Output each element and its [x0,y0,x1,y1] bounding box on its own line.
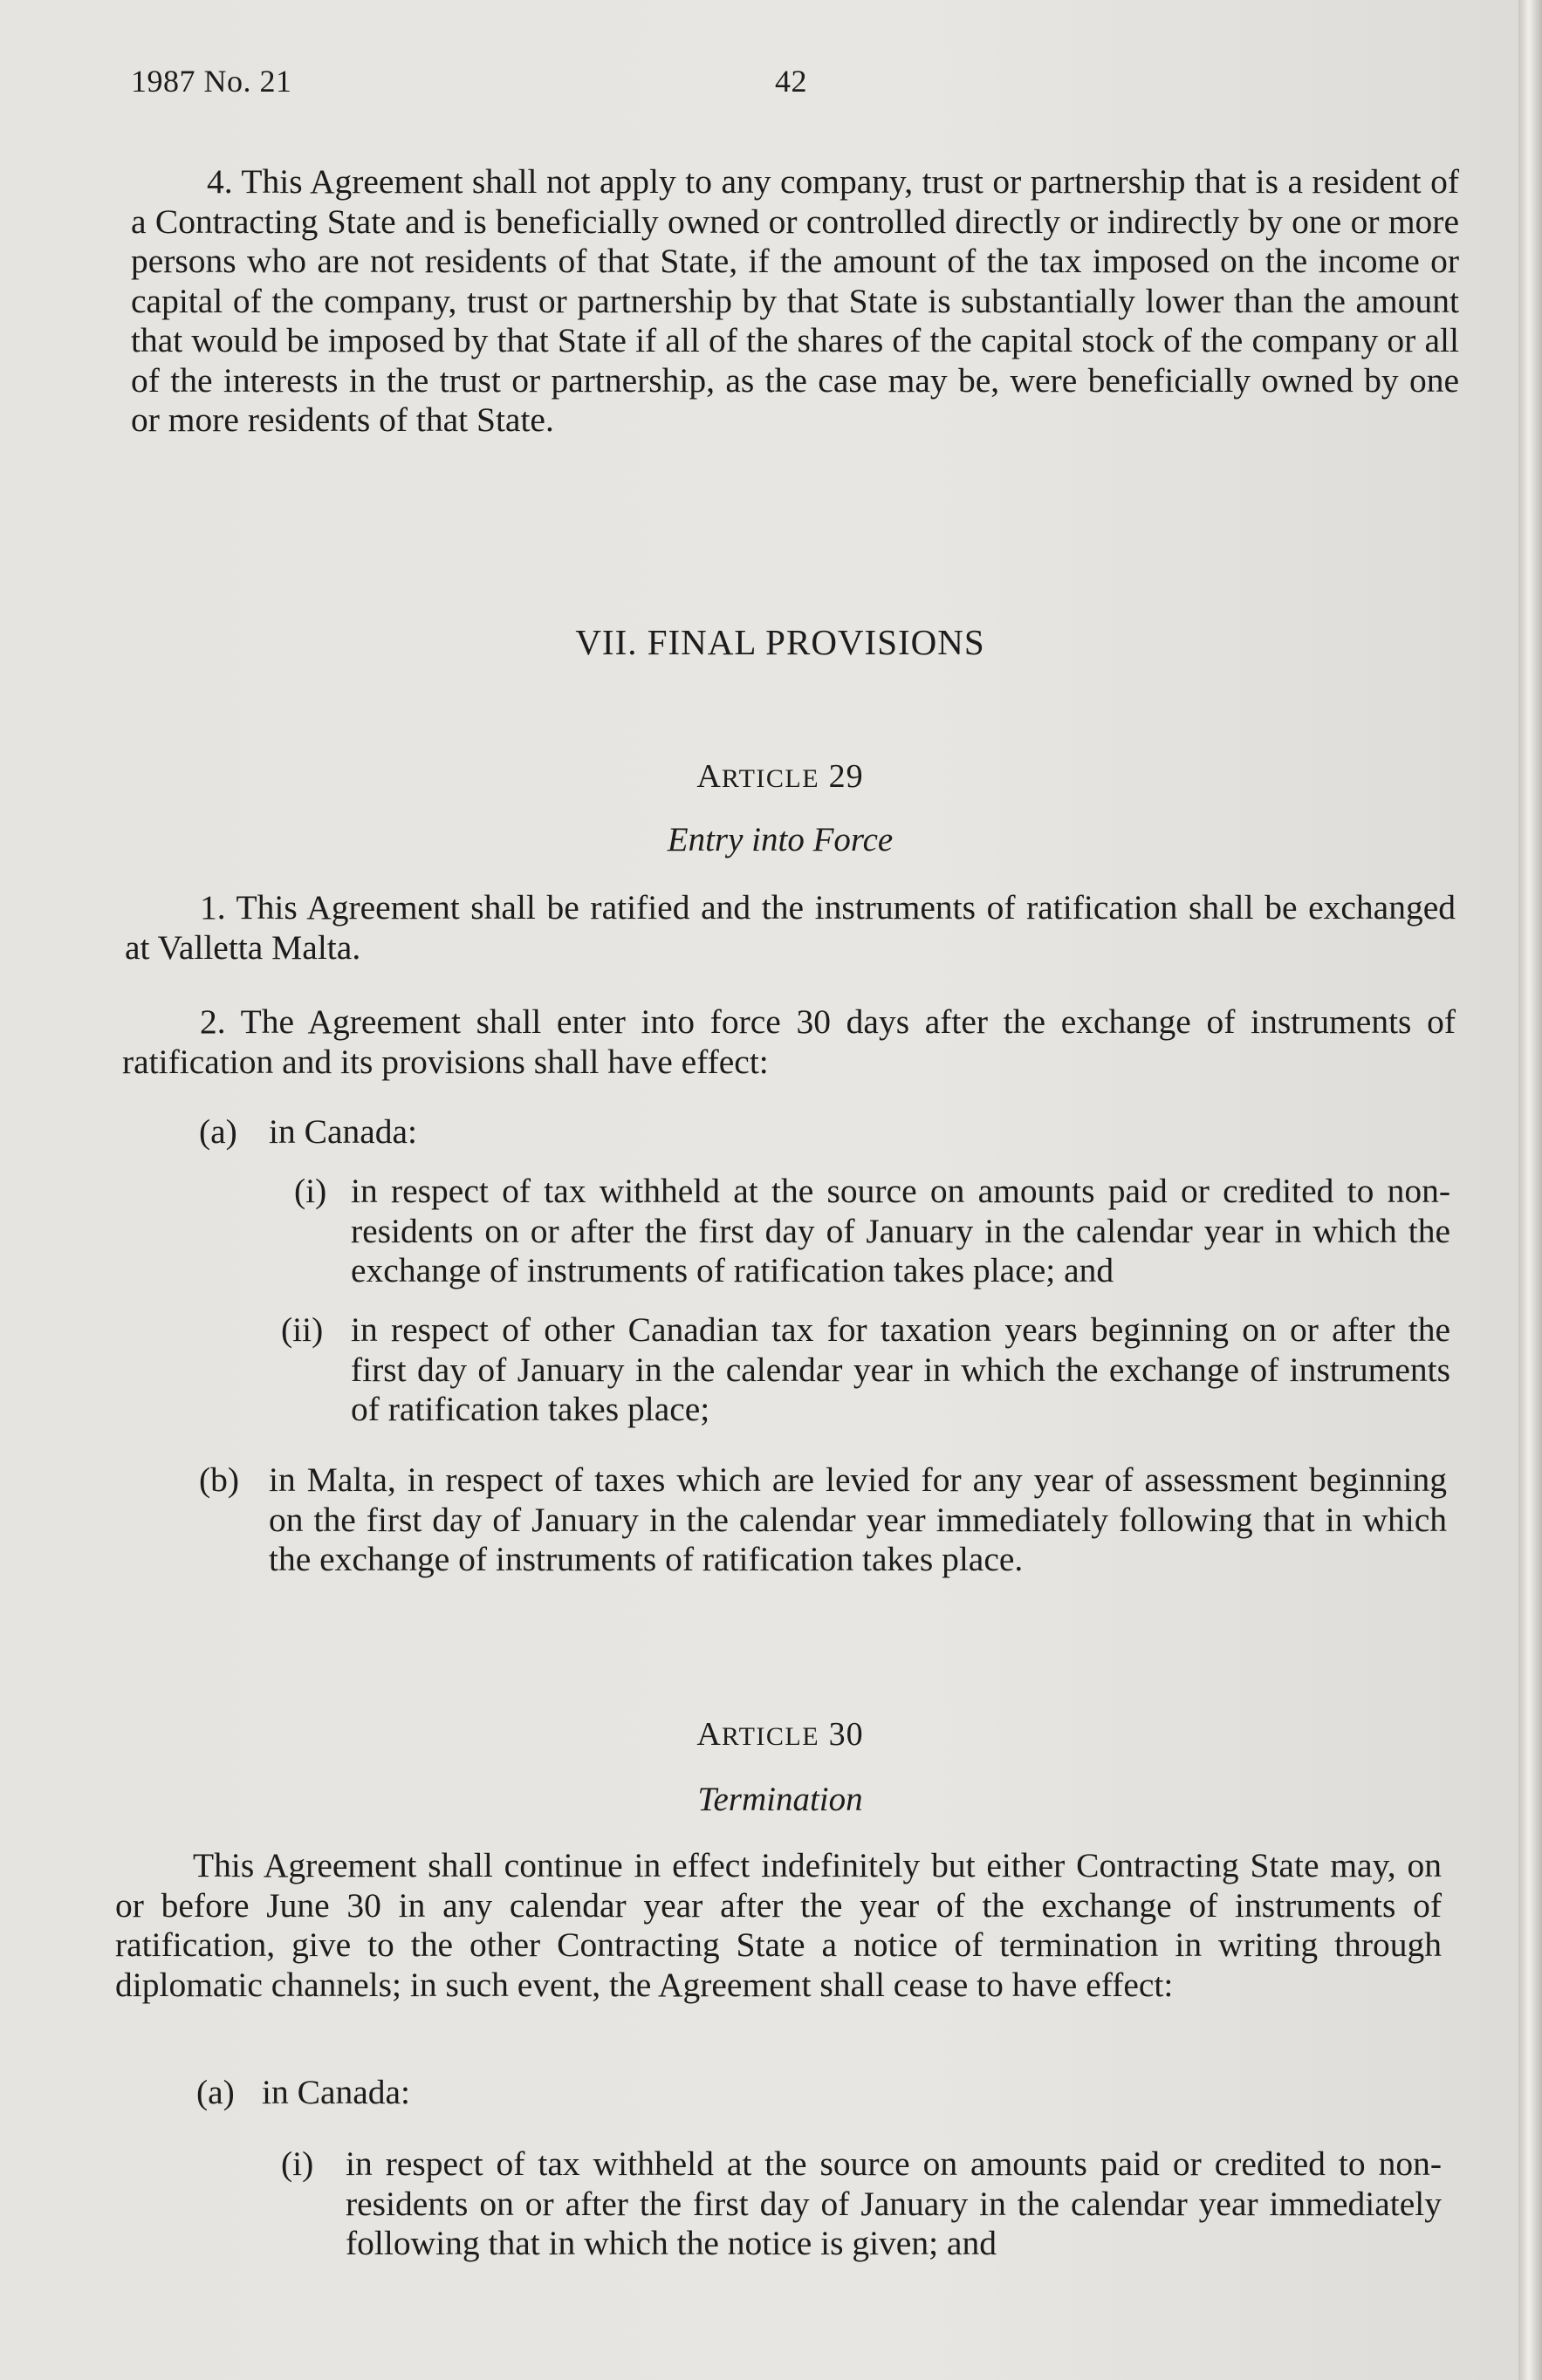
article-29-subtitle: Entry into Force [667,821,894,858]
article-30-subtitle: Termination [697,1781,863,1818]
item-label: (a) [199,1112,237,1151]
article-29-paragraph-1: 1. This Agreement shall be ratified and the instruments of ratification shall be exchanged at Valletta Malta. [125,888,1456,967]
section-title: VII. FINAL PROVISIONS [575,622,985,662]
paragraph-4: 4. This Agreement shall not apply to any company, trust or partnership that is a resident of a Contracting State and is beneficially owned or controlled directly or indirectly by one or more persons who are not residents of that State, if the amount of the tax imposed on the income or capital of the company, trust or partnership by that State is substantially lower than the amount that would be imposed by that State if all of the shares of the capital stock of the company or all of the interests in the trust or partnership, as the case may be, were beneficially owned by one or more residents of that State. [131,162,1459,439]
book-spine-edge [1518,0,1542,2380]
article-29-number: 29 [828,758,864,795]
item-label: (a) [196,2073,235,2111]
page-header-citation: 1987 No. 21 [131,64,292,99]
item-text: in Canada: [269,1112,418,1151]
article-30-paragraph-1: This Agreement shall continue in effect indefinitely but either Contracting State may, on or before June 30 in any calendar year after the year of the exchange of instruments of ratification, give to the other Contracting State a notice of termination in writing through diplomatic channels; in such event, the Agreement shall cease to have effect: [115,1846,1442,2004]
item-text: in Malta, in respect of taxes which are levied for any year of assessment beginning on the first day of January in the calendar year immediately following that in which the exchange of instruments of ratification takes place. [269,1460,1447,1578]
subitem-text: in respect of tax withheld at the source on amounts paid or credited to non-residents on or after the first day of January in the calendar year immediately following that in which the notice is given; and [346,2144,1442,2262]
article-29-paragraph-2: 2. The Agreement shall enter into force 30 days after the exchange of instruments of ratification and its provisions shall have effect: [122,1002,1456,1081]
subitem-text: in respect of tax withheld at the source on amounts paid or credited to non-residents on or after the first day of January in the calendar year in which the exchange of instruments of ratification takes place; and [351,1172,1450,1289]
subitem-label: (i) [281,2144,314,2183]
item-text: in Canada: [262,2073,411,2111]
article-30-item-a [196,2073,720,2113]
article-29-item-a-i [281,1172,1450,1294]
article-30-label-initial: A [696,1716,722,1753]
article-30-number: 30 [828,1716,864,1753]
item-label: (b) [199,1460,240,1499]
article-30-item-a-i [281,2144,1442,2267]
subitem-label: (ii) [281,1310,324,1349]
subitem-label: (i) [294,1172,327,1210]
article-29-item-b [199,1460,1447,1626]
article-29-label-initial: A [696,758,722,795]
article-30-heading [117,1715,1443,1754]
article-29-heading [117,757,1443,796]
article-29-label-rest: RTICLE [721,764,820,793]
subitem-text: in respect of other Canadian tax for taxation years beginning on or after the first day of January in the calendar year in which the exchange of instruments of ratification takes place; [351,1310,1450,1428]
article-29-item-a [199,1112,723,1152]
article-30-label-rest: RTICLE [721,1722,820,1751]
article-29-item-a-ii [281,1310,1450,1433]
page-number: 42 [775,64,807,99]
